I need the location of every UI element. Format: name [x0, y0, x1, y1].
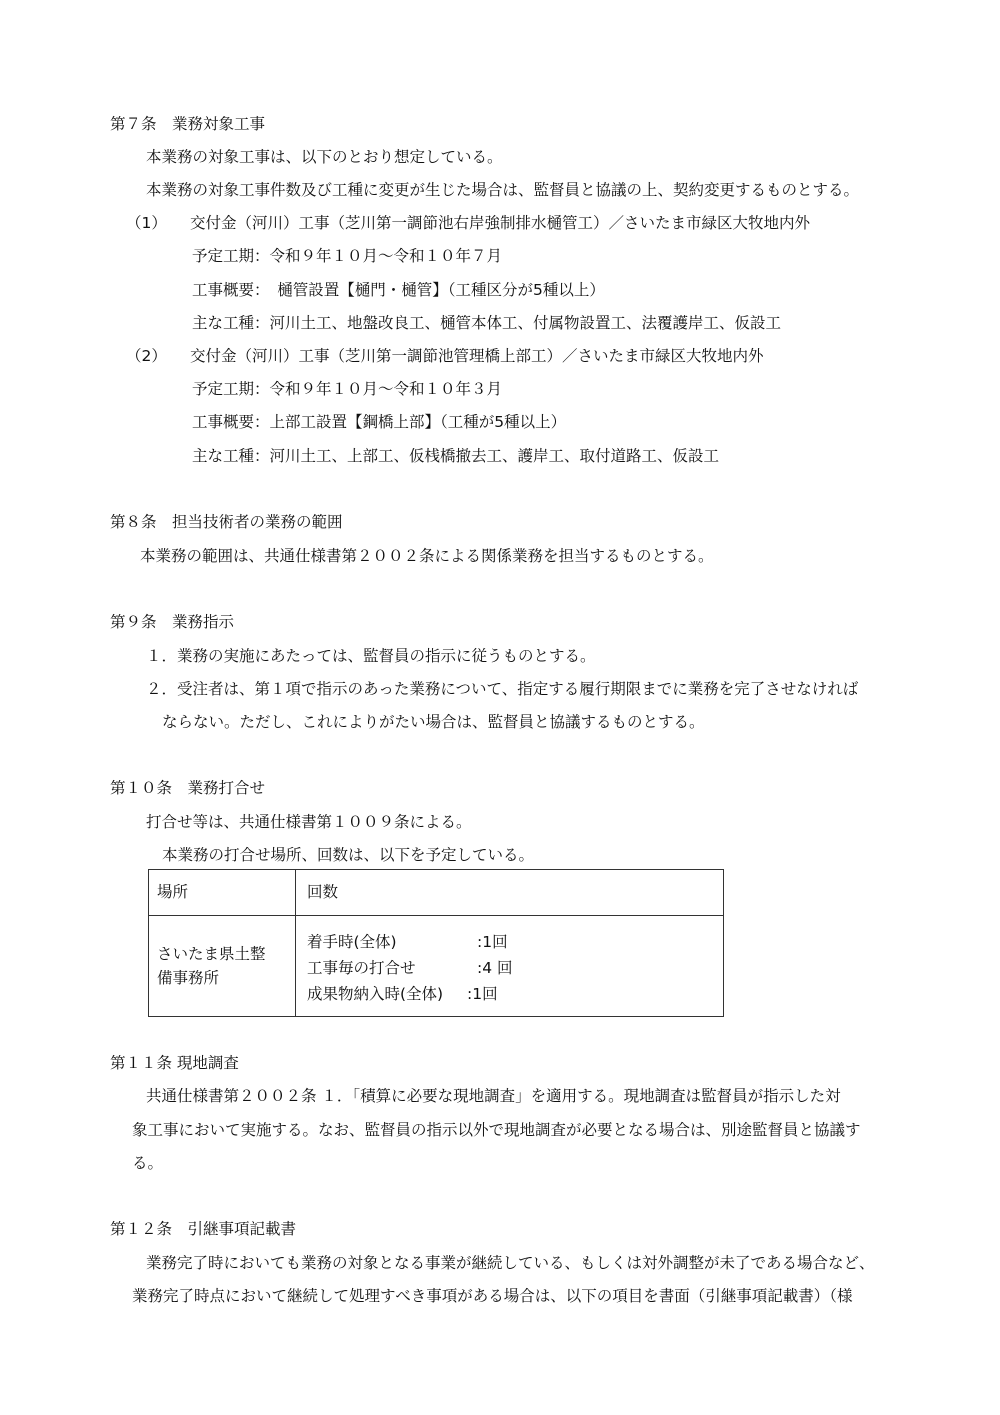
- article-12-heading: 第１２条 引継事項記載書: [110, 1220, 297, 1238]
- article-8-heading: 第８条 担当技術者の業務の範囲: [110, 513, 343, 531]
- article-9-item-1: １．業務の実施にあたっては、監督員の指示に従うものとする。: [146, 647, 596, 665]
- article-11-heading: 第１１条 現地調査: [110, 1054, 239, 1072]
- article-9-heading: 第９条 業務指示: [110, 613, 235, 631]
- table-header-count: 回数: [307, 883, 339, 901]
- article-7-paragraph-2: 本業務の対象工事件数及び工種に変更が生じた場合は、監督員と協議の上、契約変更するものとする。: [146, 181, 860, 199]
- article-9-item-2-line-1: ２．受注者は、第１項で指示のあった業務について、指定する履行期限までに業務を完了させなければ: [146, 680, 859, 698]
- article-12-line-1: 業務完了時においても業務の対象となる事業が継続している、もしくは対外調整が未了である場合など、: [146, 1254, 875, 1272]
- table-place-line-1: さいたま県土整: [157, 945, 266, 963]
- work-item-1-period: 予定工期：令和９年１０月～令和１０年７月: [192, 247, 503, 265]
- article-7-heading: 第７条 業務対象工事: [110, 115, 266, 133]
- count-value-delivery: :1回: [467, 985, 498, 1003]
- table-header-place: 場所: [157, 883, 189, 901]
- work-item-2-title: 交付金（河川）工事（芝川第一調節池管理橋上部工）／さいたま市緑区大牧地内外: [190, 347, 764, 365]
- work-item-1-number: （1）: [126, 214, 167, 232]
- work-item-1-title: 交付金（河川）工事（芝川第一調節池右岸強制排水樋管工）／さいたま市緑区大牧地内外: [190, 214, 811, 232]
- meeting-table: [148, 869, 724, 1017]
- count-value-kickoff: :1回: [477, 933, 508, 951]
- article-12-line-2: 業務完了時点において継続して処理すべき事項がある場合は、以下の項目を書面（引継事項記載書）（様: [132, 1287, 853, 1305]
- count-value-per-work: :4 回: [477, 959, 513, 977]
- work-item-2-number: （2）: [126, 347, 167, 365]
- table-column-divider: [295, 870, 296, 1016]
- article-10-paragraph-1: 打合せ等は、共通仕様書第１００９条による。: [146, 813, 472, 831]
- article-9-item-2-line-2: ならない。ただし、これによりがたい場合は、監督員と協議するものとする。: [162, 713, 705, 731]
- article-10-paragraph-2: 本業務の打合せ場所、回数は、以下を予定している。: [162, 846, 535, 864]
- work-item-2-outline: 工事概要：上部工設置【鋼橋上部】（工種が5種以上）: [192, 413, 567, 431]
- work-item-1-types: 主な工種：河川土工、地盤改良工、樋管本体工、付属物設置工、法覆護岸工、仮設工: [192, 314, 782, 332]
- work-item-2-period: 予定工期：令和９年１０月～令和１０年３月: [192, 380, 503, 398]
- count-label-delivery: 成果物納入時(全体): [307, 985, 444, 1003]
- article-10-heading: 第１０条 業務打合せ: [110, 779, 266, 797]
- article-11-line-3: る。: [132, 1154, 164, 1172]
- article-11-line-1: 共通仕様書第２００２条 １．「積算に必要な現地調査」を適用する。現地調査は監督員が指示した対: [146, 1087, 841, 1105]
- work-item-2-types: 主な工種：河川土工、上部工、仮桟橋撤去工、護岸工、取付道路工、仮設工: [192, 447, 720, 465]
- count-label-per-work: 工事毎の打合せ: [307, 959, 416, 977]
- work-item-1-outline: 工事概要： 樋管設置【樋門・樋管】（工種区分が5種以上）: [192, 281, 605, 299]
- count-label-kickoff: 着手時(全体): [307, 933, 397, 951]
- article-11-line-2: 象工事において実施する。なお、監督員の指示以外で現地調査が必要となる場合は、別途監督員と協議す: [132, 1121, 861, 1139]
- table-row-divider: [149, 915, 723, 916]
- table-place-line-2: 備事務所: [157, 969, 220, 987]
- article-7-paragraph-1: 本業務の対象工事は、以下のとおり想定している。: [146, 148, 503, 166]
- article-8-paragraph: 本業務の範囲は、共通仕様書第２００２条による関係業務を担当するものとする。: [140, 547, 714, 565]
